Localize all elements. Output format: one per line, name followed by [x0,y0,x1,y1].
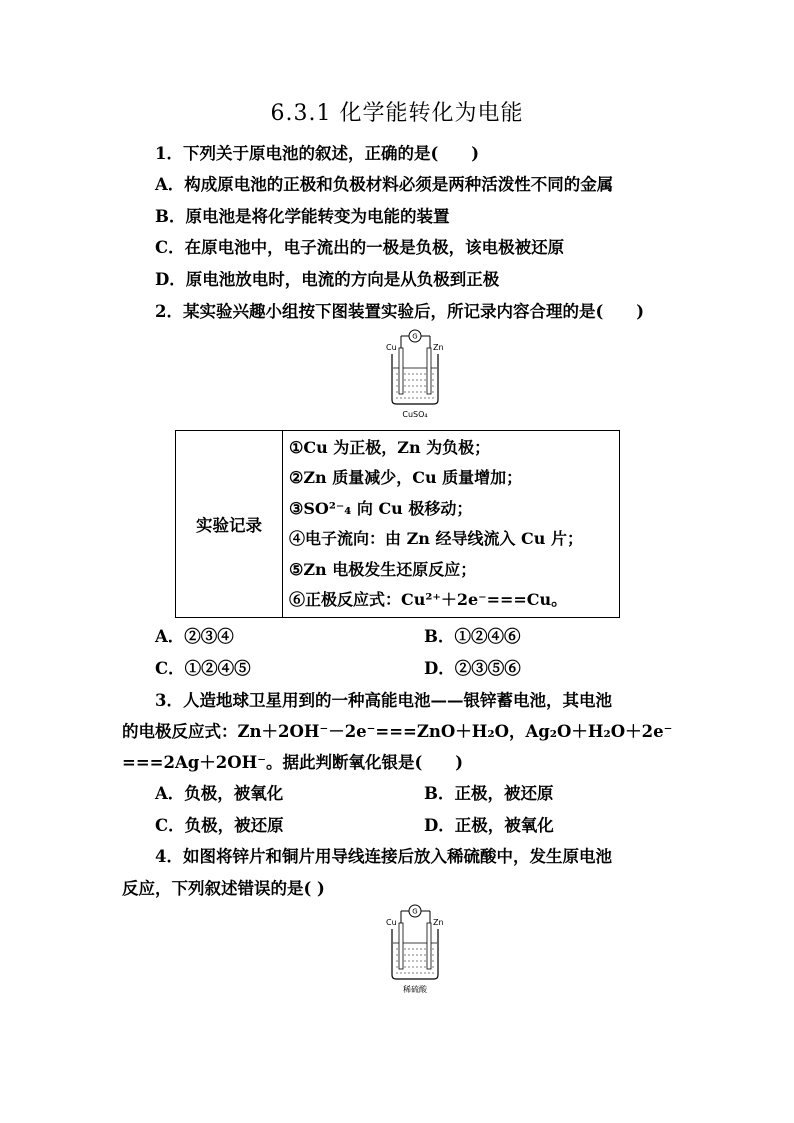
q4-apparatus-figure [380,903,450,998]
q3-stem-line-1: 3．人造地球卫星用到的一种高能电池——银锌蓄电池，其电池 [155,691,612,710]
record-item-4: ④电子流向：由 Zn 经导线流入 Cu 片； [289,529,583,548]
q3-stem-line-2: 的电极反应式：Zn＋2OH⁻－2e⁻===ZnO＋H₂O，Ag₂O＋H₂O＋2e⁻ [122,722,673,741]
record-items [283,431,620,618]
q3-option-b: B．正极，被还原 [424,784,554,803]
q2-option-c: C．①②④⑤ [155,659,251,678]
q3-stem-line-3: ===2Ag＋2OH⁻。据此判断氧化银是( ) [122,753,464,772]
q1-option-d: D．原电池放电时，电流的方向是从负极到正极 [155,270,500,289]
record-item-6: ⑥正极反应式：Cu²⁺＋2e⁻===Cu。 [289,590,568,609]
page-title: 6.3.1 化学能转化为电能 [270,101,524,126]
right-electrode-label: Zn [433,343,444,352]
q2-stem: 2．某实验兴趣小组按下图装置实验后，所记录内容合理的是( ) [155,302,645,321]
q4-stem-line-1: 4．如图将锌片和铜片用导线连接后放入稀硫酸中，发生原电池 [155,847,612,866]
q4-stem-line-2: 反应，下列叙述错误的是( ) [122,879,325,898]
record-item-5: ⑤Zn 电极发生还原反应； [289,559,477,579]
q1-stem: 1．下列关于原电池的叙述，正确的是( ) [155,144,480,163]
solution-label: CuSO₄ [402,410,428,419]
record-item-3: ③SO²⁻₄ 向 Cu 极移动； [289,498,473,518]
meter-label: G [412,907,418,916]
q3-option-c: C．负极，被还原 [155,816,284,835]
solution-label: 稀硫酸 [403,985,427,994]
q1-option-a: A．构成原电池的正极和负极材料必须是两种活泼性不同的金属 [155,175,614,194]
q2-option-b: B．①②④⑥ [424,627,521,646]
q2-option-d: D．②③⑤⑥ [424,659,521,678]
q3-option-a: A．负极，被氧化 [155,784,284,803]
right-electrode-label: Zn [433,918,444,927]
record-item-1: ①Cu 为正极，Zn 为负极； [289,437,491,457]
q2-record-table [175,430,620,618]
meter-label: G [412,332,418,341]
left-electrode-label: Cu [386,918,397,927]
q2-option-a: A．②③④ [155,627,234,646]
left-electrode-label: Cu [386,343,397,352]
q2-apparatus-figure [380,328,450,423]
q3-option-d: D．正极，被氧化 [424,816,554,835]
q1-option-b: B．原电池是将化学能转变为电能的装置 [155,207,450,226]
record-item-2: ②Zn 质量减少，Cu 质量增加； [289,468,523,487]
q1-option-c: C．在原电池中，电子流出的一极是负极，该电极被还原 [155,238,565,257]
record-label: 实验记录 [176,431,283,618]
